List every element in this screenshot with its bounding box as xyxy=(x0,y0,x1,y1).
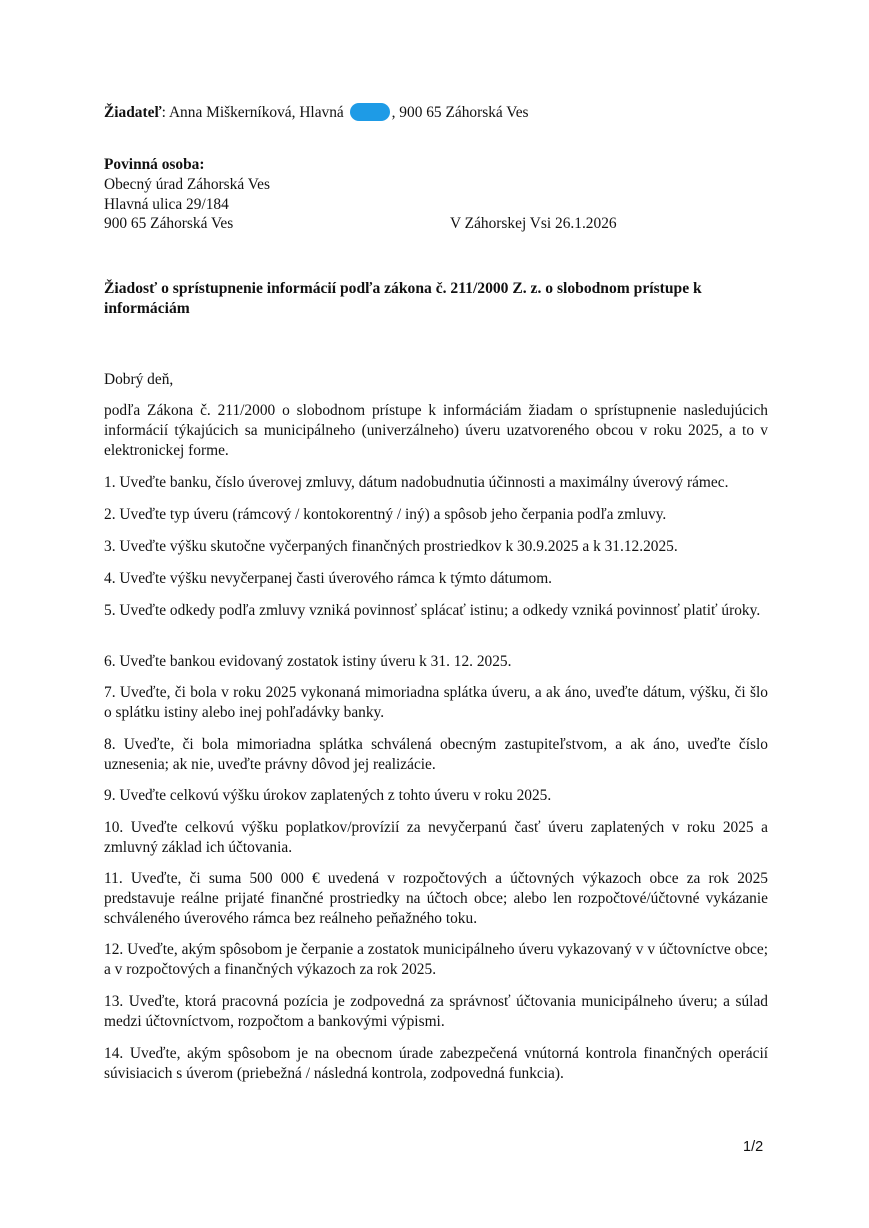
list-item: 5. Uveďte odkedy podľa zmluvy vzniká povinnosť splácať istinu; a odkedy vzniká povinnosť platiť úroky. xyxy=(104,602,761,619)
obligated-party-label: Povinná osoba: xyxy=(104,156,205,173)
list-item: 12. Uveďte, akým spôsobom je čerpanie a zostatok municipálneho úveru vykazovaný v v účtovníctve obce; a v rozpočtových a finančných výkazoch za rok 2025. xyxy=(104,941,768,978)
list-item: 8. Uveďte, či bola mimoriadna splátka schválená obecným zastupiteľstvom, a ak áno, uveďte číslo uznesenia; ak nie, uveďte právny dôvod jej realizácie. xyxy=(104,736,768,773)
redaction-mark xyxy=(350,103,390,121)
greeting: Dobrý deň, xyxy=(104,371,174,388)
list-item: 11. Uveďte, či suma 500 000 € uvedená v rozpočtových a účtovných výkazoch obce za rok 2025 predstavuje reálne prijaté finančné prostriedky na účtoch obce; alebo len rozpočtové/účtovné vykázanie schváleného úverového rámca bez reálneho peňažného toku. xyxy=(104,870,768,927)
applicant-line xyxy=(104,103,529,123)
applicant-label: Žiadateľ xyxy=(104,104,162,121)
page-number: 1/2 xyxy=(743,1139,764,1155)
applicant-text: : Anna Miškerníková, Hlavná xyxy=(161,104,348,121)
list-item: 1. Uveďte banku, číslo úverovej zmluvy, dátum nadobudnutia účinnosti a maximálny úverový rámec. xyxy=(104,474,729,491)
list-item: 7. Uveďte, či bola v roku 2025 vykonaná mimoriadna splátka úveru, a ak áno, uveďte dátum, výšku, či šlo o splátku istiny alebo inej pohľadávky banky. xyxy=(104,684,768,721)
place-date: V Záhorskej Vsi 26.1.2026 xyxy=(450,215,617,232)
list-item: 14. Uveďte, akým spôsobom je na obecnom úrade zabezpečená vnútorná kontrola finančných operácií súvisiacich s úverom (priebežná / následná kontrola, zodpovedná funkcia). xyxy=(104,1045,768,1082)
list-item: 3. Uveďte výšku skutočne vyčerpaných finančných prostriedkov k 30.9.2025 a k 31.12.2025. xyxy=(104,538,678,555)
list-item: 13. Uveďte, ktorá pracovná pozícia je zodpovedná za správnosť účtovania municipálneho úveru; a súlad medzi účtovníctvom, rozpočtom a bankovými výpismi. xyxy=(104,993,768,1030)
list-item: 10. Uveďte celkovú výšku poplatkov/provízií za nevyčerpanú časť úveru zaplatených v roku 2025 a zmluvný základ ich účtovania. xyxy=(104,819,768,856)
obligated-party-line: Obecný úrad Záhorská Ves xyxy=(104,176,270,193)
list-item: 4. Uveďte výšku nevyčerpanej časti úverového rámca k týmto dátumom. xyxy=(104,570,553,587)
applicant-address: , 900 65 Záhorská Ves xyxy=(391,104,529,121)
obligated-party-line: Hlavná ulica 29/184 xyxy=(104,196,229,213)
intro-paragraph: podľa Zákona č. 211/2000 o slobodnom prístupe k informáciám žiadam o sprístupnenie nasledujúcich informácií týkajúcich sa municipálneho (univerzálneho) úveru uzatvoreného obcou v roku 2025, a to v elektronickej forme. xyxy=(104,402,768,459)
list-item: 2. Uveďte typ úveru (rámcový / kontokorentný / iný) a spôsob jeho čerpania podľa zmluvy. xyxy=(104,506,667,523)
list-item: 6. Uveďte bankou evidovaný zostatok istiny úveru k 31. 12. 2025. xyxy=(104,653,512,670)
obligated-party-line: 900 65 Záhorská Ves xyxy=(104,215,234,232)
list-item: 9. Uveďte celkovú výšku úrokov zaplatených z tohto úveru v roku 2025. xyxy=(104,787,552,804)
subject-heading: Žiadosť o sprístupnenie informácií podľa zákona č. 211/2000 Z. z. o slobodnom prístupe k informáciám xyxy=(104,280,702,317)
